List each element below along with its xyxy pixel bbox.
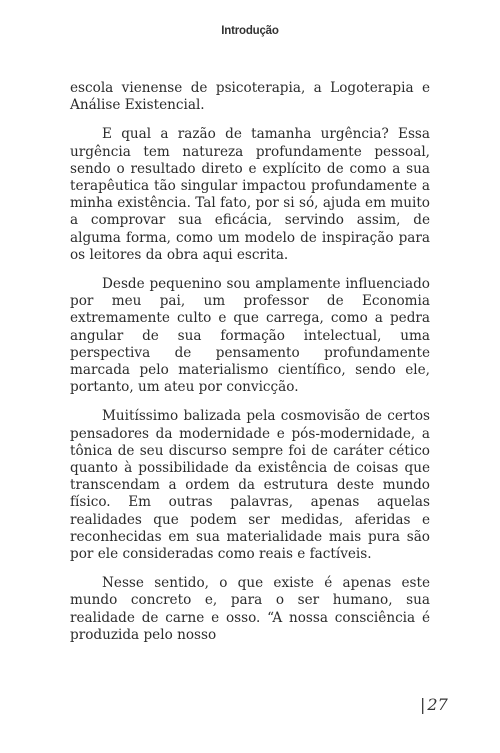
paragraph-concrete-world: Nesse sentido, o que existe é apenas este mundo concreto e, para o ser humano, sua realidade de carne e osso. “A nossa consciência é produzida pelo nosso [70,575,430,643]
paragraph-urgency: E qual a razão de tamanha urgência? Essa urgência tem natureza profundamente pessoal, sendo o resultado direto e explícito de como a sua terapêutica tão singular impactou profundamente a minha existência. Tal fato, por si só, ajuda em muito a comprovar sua eficácia, servindo assim, de alguma forma, como um modelo de inspiração para os leitores da obra aqui escrita. [70,126,430,263]
paragraph-continuation: escola vienense de psicoterapia, a Logoterapia e Análise Existencial. [70,80,430,114]
paragraph-father: Desde pequenino sou amplamente influenciado por meu pai, um professor de Economia extremamente culto e que carrega, como a pedra angular de sua formação intelectual, uma perspectiva de pensamento profundamente marcada pelo materialismo científico, sendo ele, portanto, um ateu por convicção. [70,276,430,396]
paragraph-worldview: Muitíssimo balizada pela cosmovisão de certos pensadores da modernidade e pós-modernidade, a tônica de seu discurso sempre foi de caráter cético quanto à possibilidade da existência de coisas que transcendam a ordem da estrutura deste mundo físico. Em outras palavras, apenas aquelas realidades que podem ser medidas, aferidas e reconhecidas em sua materialidade mais pura são por ele consideradas como reais e factíveis. [70,408,430,563]
running-header-title: Introdução [221,25,279,37]
body-text [70,80,430,656]
page-number-value: 27 [427,695,448,714]
page-number [420,695,448,714]
page-number-separator: | [420,695,426,714]
